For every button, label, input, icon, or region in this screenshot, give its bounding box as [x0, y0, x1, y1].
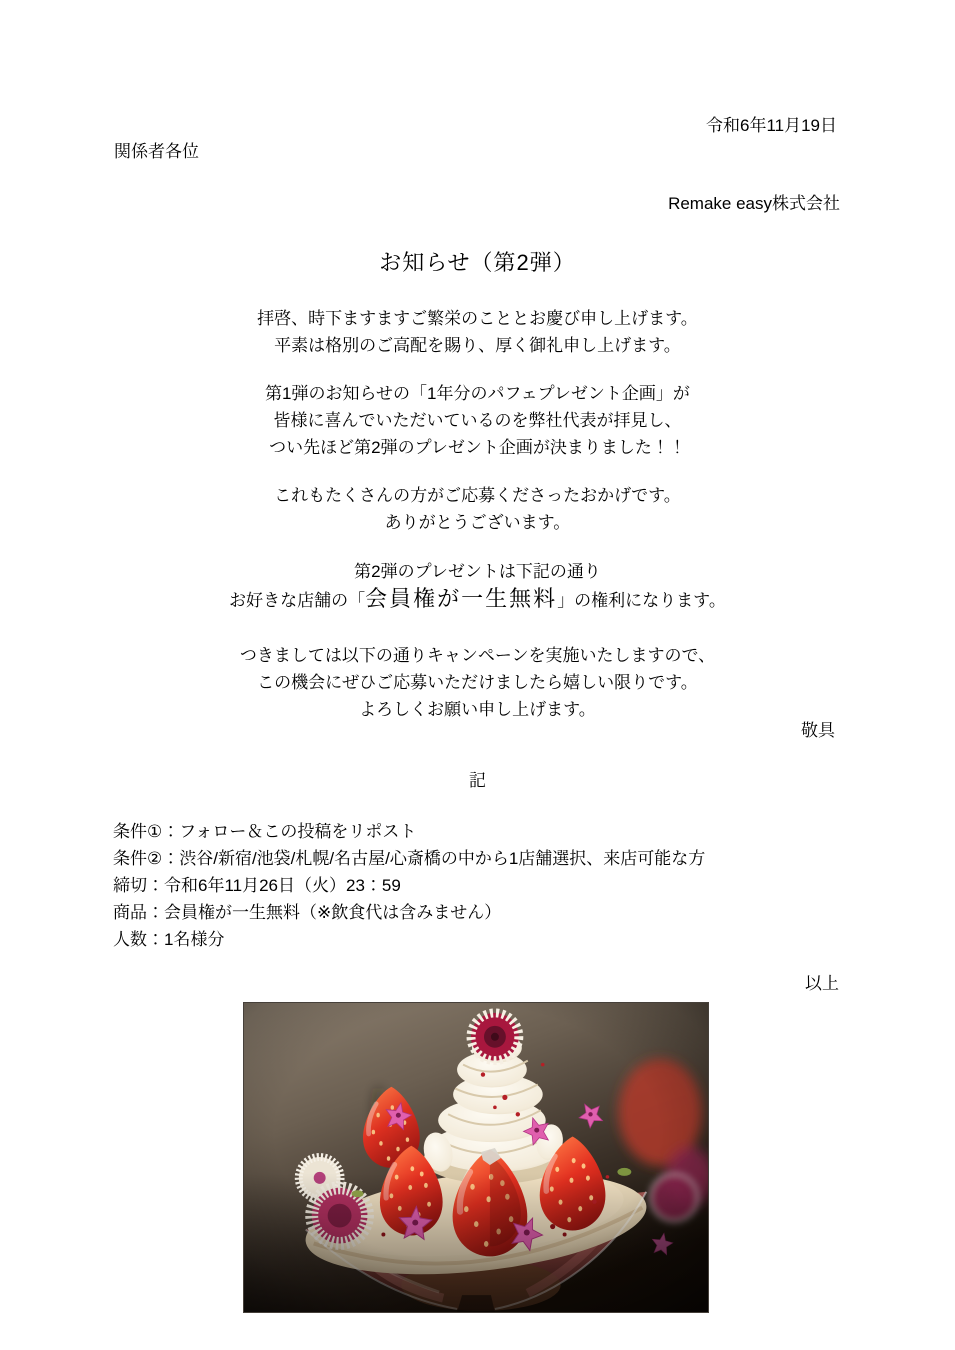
- text-line: つきましては以下の通りキャンペーンを実施いたしますので、: [239, 646, 716, 665]
- thanks-paragraph: [0, 482, 955, 536]
- photo-vignette: [244, 1003, 708, 1312]
- prize-emphasis: 会員権が一生無料: [365, 586, 558, 611]
- condition-line: 商品：会員権が一生無料（※飲食代は含みません）: [113, 903, 502, 922]
- condition-line: 締切：令和6年11月26日（火）23：59: [113, 876, 401, 895]
- text-line: 拝啓、時下ますますご繁栄のこととお慶び申し上げます。: [257, 309, 698, 328]
- greeting-paragraph: [0, 305, 955, 359]
- closing-paragraph: [0, 642, 955, 723]
- text-line: この機会にぜひご応募いただけましたら嬉しい限りです。: [257, 673, 698, 692]
- campaign-intro-paragraph: [0, 380, 955, 461]
- text-line: 平素は格別のご高配を賜り、厚く御礼申し上げます。: [274, 336, 681, 355]
- conditions-list: [113, 818, 705, 953]
- text-line: よろしくお願い申し上げます。: [359, 700, 596, 719]
- strawberry-parfait-photo: [243, 1002, 709, 1313]
- end-marker: 以上: [805, 974, 839, 993]
- condition-line: 条件②：渋谷/新宿/池袋/札幌/名古屋/心斎橋の中から1店舗選択、来店可能な方: [113, 849, 706, 868]
- text-segment: お好きな店舗の「: [229, 591, 366, 610]
- prize-paragraph: [0, 558, 955, 614]
- text-line: [0, 585, 955, 614]
- text-line: 第1弾のお知らせの「1年分のパフェプレゼント企画」が: [265, 384, 690, 403]
- record-marker: 記: [469, 771, 486, 790]
- condition-line: 人数：1名様分: [113, 930, 225, 949]
- parfait-photo-graphic: [244, 1003, 708, 1312]
- text-segment: 」の権利になります。: [557, 591, 726, 610]
- document-date: 令和6年11月19日: [705, 116, 837, 135]
- text-line: ありがとうございます。: [384, 513, 571, 532]
- text-line: 第2弾のプレゼントは下記の通り: [354, 562, 601, 581]
- company-name: Remake easy株式会社: [668, 194, 840, 213]
- text-line: 皆様に喜んでいただいているのを弊社代表が拝見し、: [273, 411, 682, 430]
- text-line: つい先ほど第2弾のプレゼント企画が決まりました！！: [269, 438, 686, 457]
- text-line: これもたくさんの方がご応募くださったおかげです。: [274, 486, 681, 505]
- closing-salutation: 敬具: [801, 721, 835, 740]
- document-title: お知らせ（第2弾）: [379, 250, 576, 275]
- condition-line: 条件①：フォロー＆この投稿をリポスト: [113, 822, 417, 841]
- addressee: 関係者各位: [114, 142, 199, 161]
